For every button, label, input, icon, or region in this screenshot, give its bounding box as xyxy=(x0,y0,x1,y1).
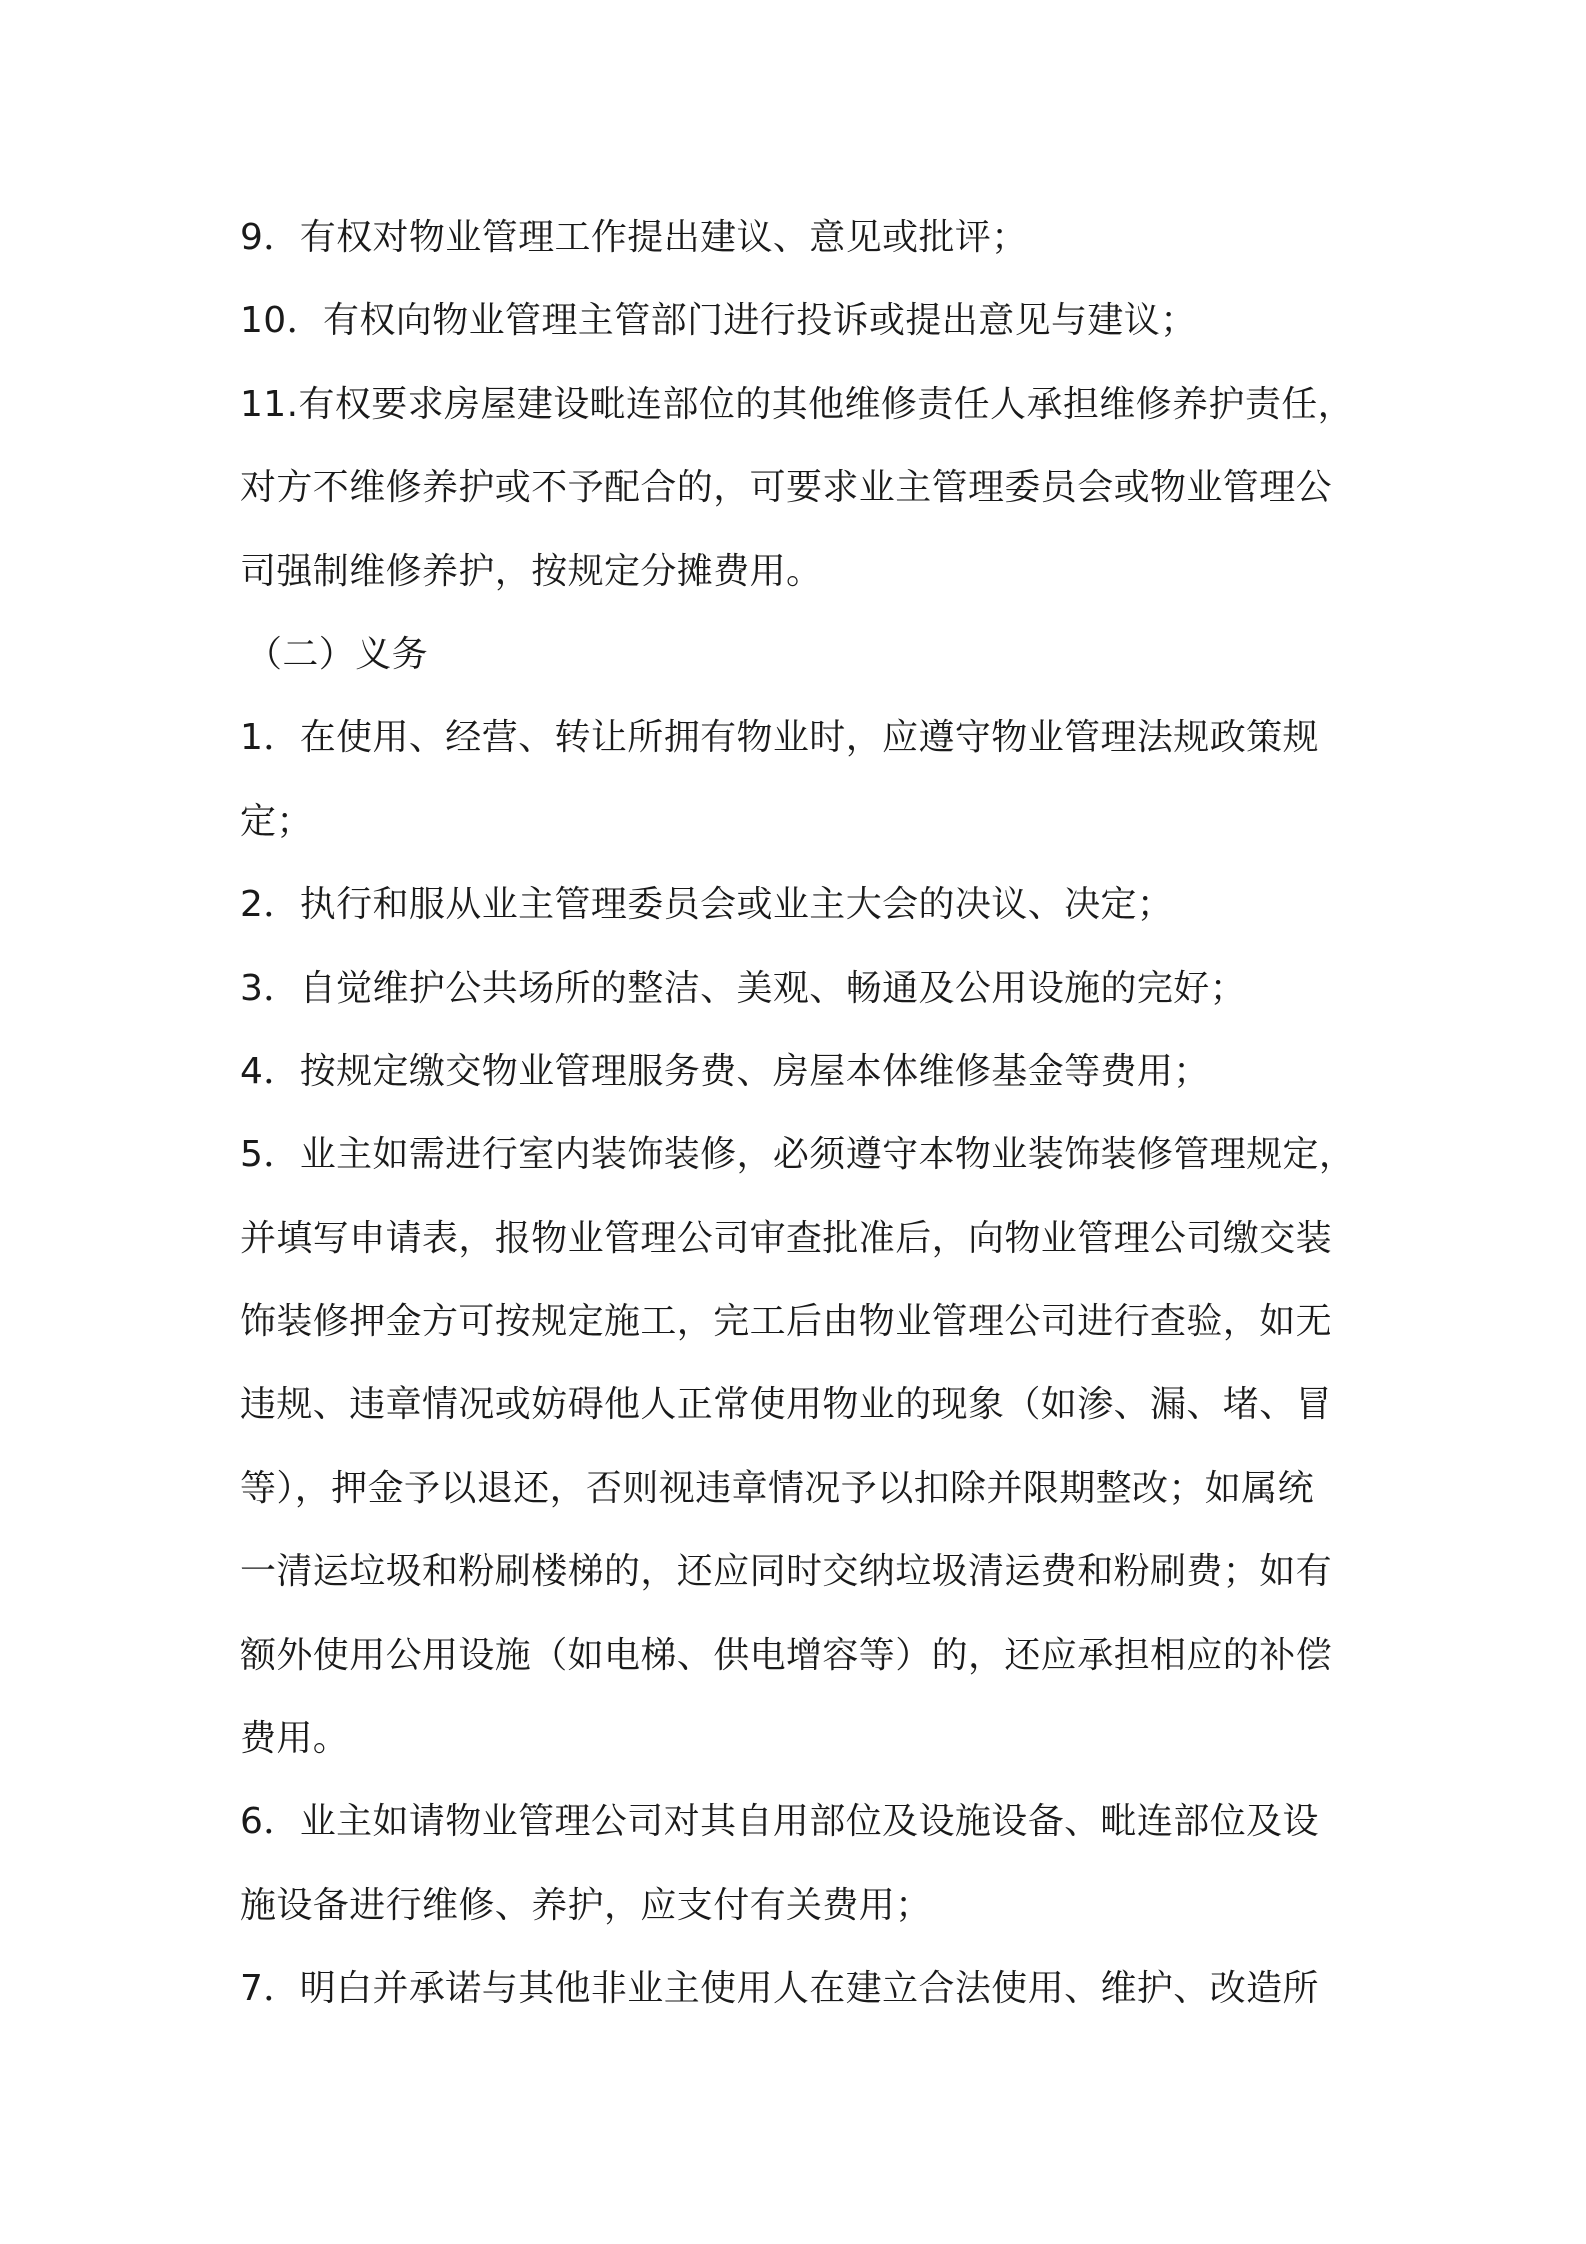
text-line: 费用。 xyxy=(240,1718,350,1760)
text-line: 5．业主如需进行室内装饰装修，必须遵守本物业装饰装修管理规定， xyxy=(240,1134,1356,1176)
section-heading: （二）义务 xyxy=(246,633,429,675)
text-line: 对方不维修养护或不予配合的，可要求业主管理委员会或物业管理公 xyxy=(240,467,1333,509)
text-line: 违规、违章情况或妨碍他人正常使用物业的现象（如渗、漏、堵、冒 xyxy=(240,1384,1333,1426)
text-line: 等），押金予以退还，否则视违章情况予以扣除并限期整改；如属统 xyxy=(240,1467,1315,1509)
text-line: 7．明白并承诺与其他非业主使用人在建立合法使用、维护、改造所 xyxy=(240,1968,1319,2010)
text-line: 一清运垃圾和粉刷楼梯的，还应同时交纳垃圾清运费和粉刷费；如有 xyxy=(240,1551,1333,1593)
text-line: 11.有权要求房屋建设毗连部位的其他维修责任人承担维修养护责任， xyxy=(240,383,1355,425)
text-line: 司强制维修养护，按规定分摊费用。 xyxy=(240,550,823,592)
text-line: 10．有权向物业管理主管部门进行投诉或提出意见与建议； xyxy=(240,300,1197,342)
text-line: 定； xyxy=(240,800,313,842)
text-line: 6．业主如请物业管理公司对其自用部位及设施设备、毗连部位及设 xyxy=(240,1801,1319,1843)
text-line: 4．按规定缴交物业管理服务费、房屋本体维修基金等费用； xyxy=(240,1050,1210,1092)
text-line: 3．自觉维护公共场所的整洁、美观、畅通及公用设施的完好； xyxy=(240,967,1247,1009)
text-line: 饰装修押金方可按规定施工，完工后由物业管理公司进行查验，如无 xyxy=(240,1301,1333,1343)
text-line: 并填写申请表，报物业管理公司审查批准后，向物业管理公司缴交装 xyxy=(240,1217,1333,1259)
text-line: 2．执行和服从业主管理委员会或业主大会的决议、决定； xyxy=(240,884,1174,926)
text-line: 额外使用公用设施（如电梯、供电增容等）的，还应承担相应的补偿 xyxy=(240,1634,1333,1676)
text-line: 9．有权对物业管理工作提出建议、意见或批评； xyxy=(240,217,1028,258)
text-line: 1．在使用、经营、转让所拥有物业时，应遵守物业管理法规政策规 xyxy=(240,717,1319,759)
text-line: 施设备进行维修、养护，应支付有关费用； xyxy=(240,1884,932,1926)
document-body xyxy=(240,196,1360,2031)
